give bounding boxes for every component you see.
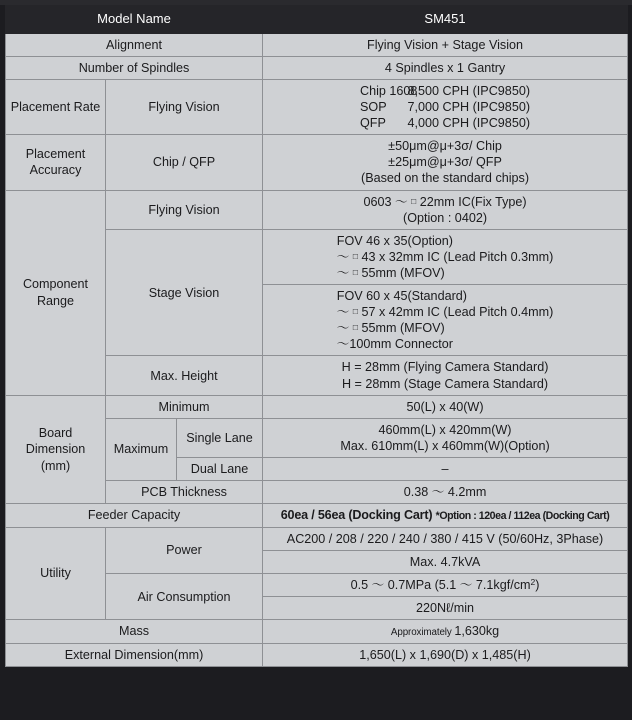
table-row-board-minimum [6,395,628,418]
utility-power-line-2: Max. 4.7kVA [263,550,628,573]
board-dimension-label-line-2: Dimension [25,442,86,457]
placement-rate-label [6,79,106,134]
alignment-label: Alignment [6,33,263,56]
alignment-value: Flying Vision + Stage Vision [263,33,628,56]
component-stage-standard-value [263,285,628,356]
stage-standard-line-2a: ～ [336,305,353,320]
board-dimension-label-line-3: (mm) [40,458,71,473]
stage-option-line-2b: 43 x 32mm IC (Lead Pitch 0.3mm) [358,249,554,264]
stage-standard-line-4: ～100mm Connector [336,337,453,352]
stage-option-line-2 [337,250,554,264]
square-icon: □ [411,195,417,206]
utility-air-line-1b: ) [535,578,540,593]
utility-power-line-1: AC200 / 208 / 220 / 240 / 380 / 415 V (50/60Hz, 3Phase) [263,527,628,550]
stage-standard-block [337,288,554,352]
max-height-value [263,356,628,395]
board-minimum-sub: Minimum [106,395,263,418]
component-flying-sub: Flying Vision [106,190,263,229]
single-lane-line-2: Max. 610mm(L) x 460mm(W)(Option) [340,438,550,453]
rate-key-1: Chip 1608 [360,83,418,98]
placement-accuracy-sub: Chip / QFP [106,135,263,190]
accuracy-line-2: ±25μm@μ+3σ/ QFP [388,155,502,170]
rate-value-3: 4,000 CPH (IPC9850) [407,116,531,131]
rate-value-2: 7,000 CPH (IPC9850) [407,99,531,114]
flying-line-1 [363,195,526,209]
mass-number: 1,630kg [454,624,500,639]
utility-air-line-2: 220Nℓ/min [263,597,628,620]
placement-rate-line-2 [360,100,530,114]
rate-key-3: QFP [360,116,386,131]
stage-option-line-1: FOV 46 x 35(Option) [336,233,453,248]
component-stage-sub: Stage Vision [106,229,263,356]
flying-line-1b: 22mm IC(Fix Type) [416,194,527,209]
board-minimum-value: 50(L) x 40(W) [263,395,628,418]
table-row-feeder-capacity [6,504,628,528]
component-range-label: Component Range [6,190,106,395]
placement-rate-grid [360,83,530,131]
spindles-value: 4 Spindles x 1 Gantry [263,56,628,79]
utility-air-superscript: 2 [530,577,536,588]
max-height-line-1: H = 28mm (Flying Camera Standard) [341,360,549,375]
stage-option-block [337,233,554,281]
square-icon: □ [352,306,358,317]
board-single-lane-sub: Single Lane [177,418,263,457]
component-stage-option-value [263,229,628,284]
utility-air-line-1 [263,574,628,597]
max-height-sub: Max. Height [106,356,263,395]
placement-rate-line-3 [360,116,530,130]
feeder-capacity-option: *Option : 120ea / 112ea (Docking Cart) [435,510,610,523]
stage-standard-line-3 [337,321,445,335]
table-row-placement-rate [6,79,628,134]
stage-standard-line-2b: 57 x 42mm IC (Lead Pitch 0.4mm) [358,305,554,320]
table-row-mass [6,620,628,644]
stage-standard-line-3a: ～ [336,321,353,336]
stage-option-line-2a: ～ [336,249,353,264]
placement-rate-sub: Flying Vision [106,79,263,134]
table-row-placement-accuracy [6,135,628,190]
stage-option-line-3 [337,266,445,280]
utility-air-sub: Air Consumption [106,574,263,620]
header-label-cell: Model Name [6,6,263,34]
board-dual-lane-value: – [263,458,628,481]
flying-line-1a: 0603 ～ [363,194,412,209]
utility-label: Utility [6,527,106,619]
external-dimension-label: External Dimension(mm) [6,643,263,666]
utility-air-line-1a: 0.5 ～ 0.7MPa (5.1 ～ 7.1kgf/cm [350,578,531,593]
board-dimension-label [6,395,106,504]
rate-value-1: 8,500 CPH (IPC9850) [407,83,531,98]
board-single-lane-value [263,418,628,457]
table-row-alignment [6,33,628,56]
rate-key-2: SOP [360,99,387,114]
placement-accuracy-value [263,135,628,190]
placement-rate-line-1 [360,84,530,98]
board-dual-lane-sub: Dual Lane [177,458,263,481]
placement-rate-value [263,79,628,134]
mass-value [263,620,628,644]
mass-label: Mass [6,620,263,644]
board-maximum-sub: Maximum [106,418,177,480]
specification-table [5,5,628,667]
component-flying-value [263,190,628,229]
placement-rate-label-text: Placement Rate [10,99,101,114]
max-height-line-2: H = 28mm (Stage Camera Standard) [341,376,549,391]
square-icon: □ [352,250,358,261]
utility-power-sub: Power [106,527,263,573]
table-header-row [6,6,628,34]
spindles-label: Number of Spindles [6,56,263,79]
board-dimension-label-line-1: Board [38,426,73,441]
table-row-spindles [6,56,628,79]
spec-table-wrapper [5,5,627,667]
square-icon: □ [352,322,358,333]
stage-standard-line-3b: 55mm (MFOV) [358,321,445,336]
square-icon: □ [352,266,358,277]
feeder-capacity-value [263,504,628,528]
external-dimension-value: 1,650(L) x 1,690(D) x 1,485(H) [263,643,628,666]
table-row-component-range-flying [6,190,628,229]
stage-standard-line-1: FOV 60 x 45(Standard) [336,289,467,304]
stage-standard-line-2 [337,305,554,319]
stage-option-line-3a: ～ [336,265,353,280]
table-row-utility-power-1 [6,527,628,550]
single-lane-line-1: 460mm(L) x 420mm(W) [378,422,512,437]
feeder-capacity-label: Feeder Capacity [6,504,263,528]
placement-accuracy-label: Placement Accuracy [6,135,106,190]
mass-approx-text: Approximately [390,627,455,639]
pcb-thickness-sub: PCB Thickness [106,481,263,504]
feeder-capacity-main: 60ea / 56ea (Docking Cart) [280,508,436,523]
header-model-cell: SM451 [263,6,628,34]
pcb-thickness-value: 0.38 ～ 4.2mm [263,481,628,504]
flying-line-2: (Option : 0402) [403,210,488,225]
accuracy-line-3: (Based on the standard chips) [361,171,530,186]
accuracy-line-1: ±50μm@μ+3σ/ Chip [388,139,502,154]
table-row-external-dimension [6,643,628,666]
stage-option-line-3b: 55mm (MFOV) [358,265,445,280]
